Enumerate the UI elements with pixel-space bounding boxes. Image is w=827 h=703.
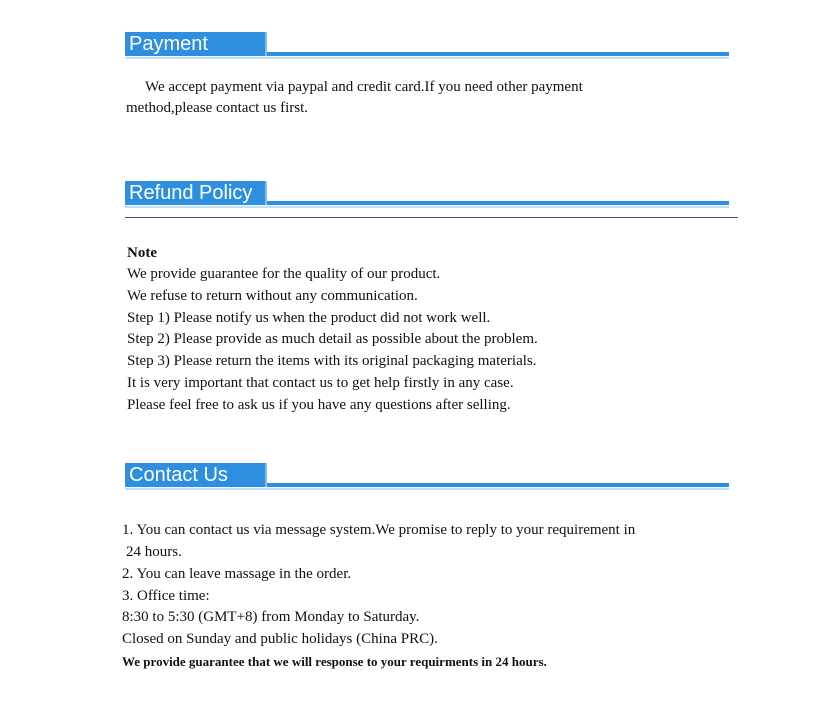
- contact-guarantee: We provide guarantee that we will response to your requirments in 24 hours.: [122, 654, 547, 669]
- contact-section-header: [125, 463, 729, 493]
- refund-divider: [125, 217, 738, 218]
- refund-tab-edge: [265, 181, 267, 205]
- payment-title: Payment: [125, 32, 265, 56]
- contact-tab-edge: [265, 463, 267, 487]
- contact-line-4: 3. Office time:: [122, 588, 210, 604]
- refund-line-4: Step 2) Please provide as much detail as possible about the problem.: [127, 331, 538, 347]
- refund-line-2: We refuse to return without any communication.: [127, 288, 418, 304]
- refund-line-5: Step 3) Please return the items with its original packaging materials.: [127, 353, 537, 369]
- payment-header-rule-shadow: [125, 57, 729, 59]
- contact-header-rule-shadow: [125, 488, 729, 490]
- payment-line-2: method,please contact us first.: [126, 100, 309, 116]
- refund-line-1: We provide guarantee for the quality of our product.: [127, 266, 441, 282]
- refund-line-6: It is very important that contact us to get help firstly in any case.: [127, 375, 514, 391]
- refund-section-header: [125, 181, 729, 211]
- refund-line-3: Step 1) Please notify us when the product did not work well.: [127, 310, 491, 326]
- payment-tab-edge: [265, 32, 267, 56]
- refund-title: Refund Policy: [125, 181, 265, 205]
- contact-line-6: Closed on Sunday and public holidays (China PRC).: [122, 631, 438, 647]
- payment-section-header: [125, 32, 729, 62]
- refund-header-rule-shadow: [125, 206, 729, 208]
- contact-line-1: 1. You can contact us via message system.We promise to reply to your requirement in: [122, 522, 636, 538]
- refund-line-7: Please feel free to ask us if you have any questions after selling.: [127, 397, 511, 413]
- contact-line-5: 8:30 to 5:30 (GMT+8) from Monday to Saturday.: [122, 609, 420, 625]
- refund-note-label: Note: [127, 245, 157, 261]
- contact-title: Contact Us: [125, 463, 265, 487]
- contact-line-2: 24 hours.: [126, 544, 182, 560]
- payment-line-1: We accept payment via paypal and credit card.If you need other payment: [145, 79, 583, 95]
- contact-line-3: 2. You can leave massage in the order.: [122, 566, 352, 582]
